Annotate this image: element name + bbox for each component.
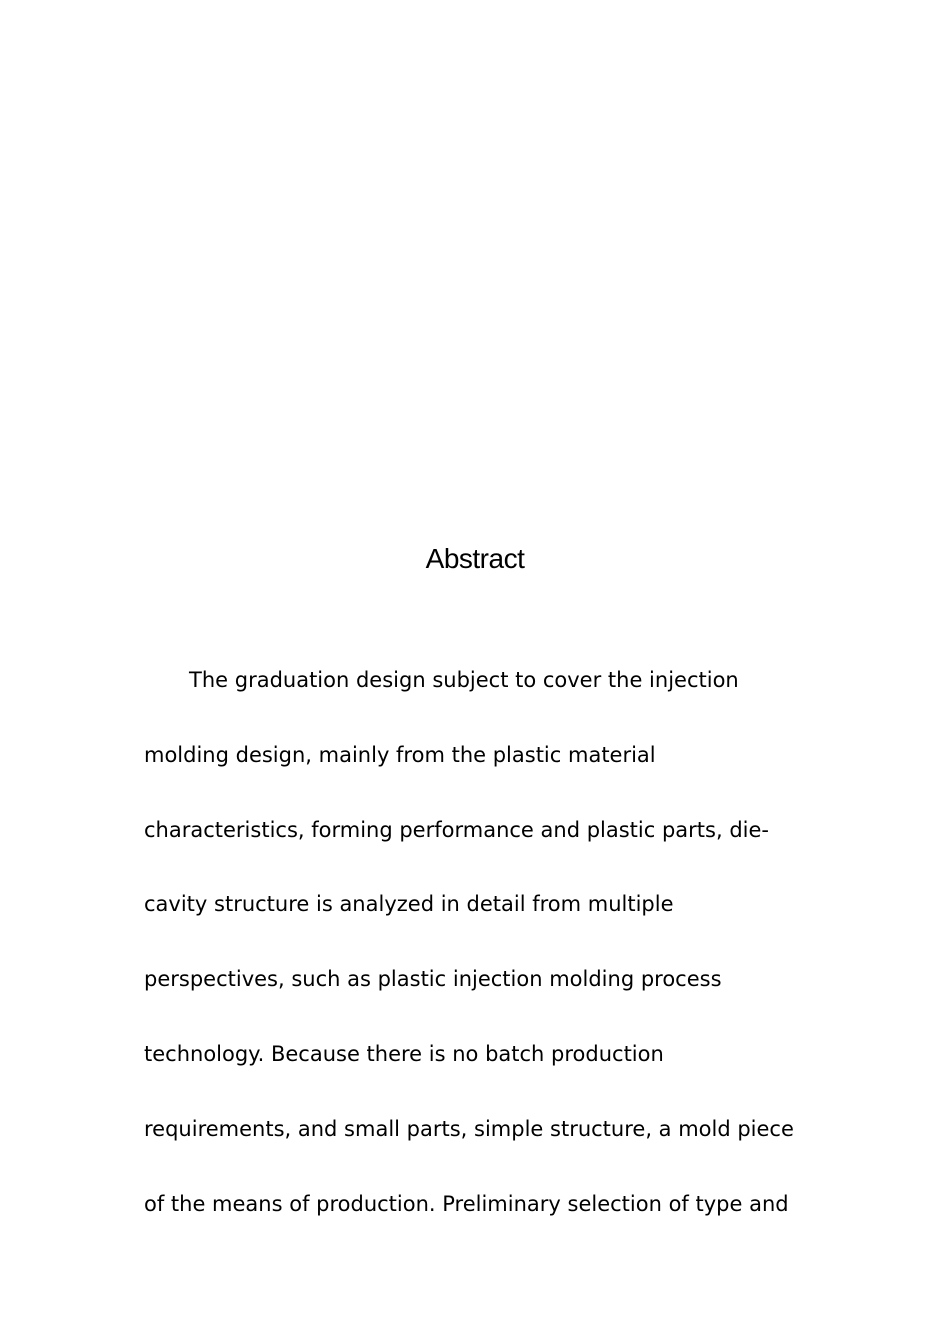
body-line: cavity structure is analyzed in detail from multiple	[144, 892, 674, 917]
body-line: characteristics, forming performance and plastic parts, die-	[144, 817, 769, 842]
body-line: perspectives, such as plastic injection molding process	[144, 967, 722, 992]
body-line: technology. Because there is no batch production	[144, 1041, 664, 1066]
abstract-heading: Abstract	[425, 543, 525, 574]
body-line: requirements, and small parts, simple structure, a mold piece	[144, 1116, 794, 1141]
abstract-body	[144, 643, 824, 1241]
body-line: of the means of production. Preliminary selection of type and	[144, 1191, 789, 1216]
body-line: molding design, mainly from the plastic material	[144, 742, 656, 767]
body-line: The graduation design subject to cover the injection	[189, 668, 739, 692]
